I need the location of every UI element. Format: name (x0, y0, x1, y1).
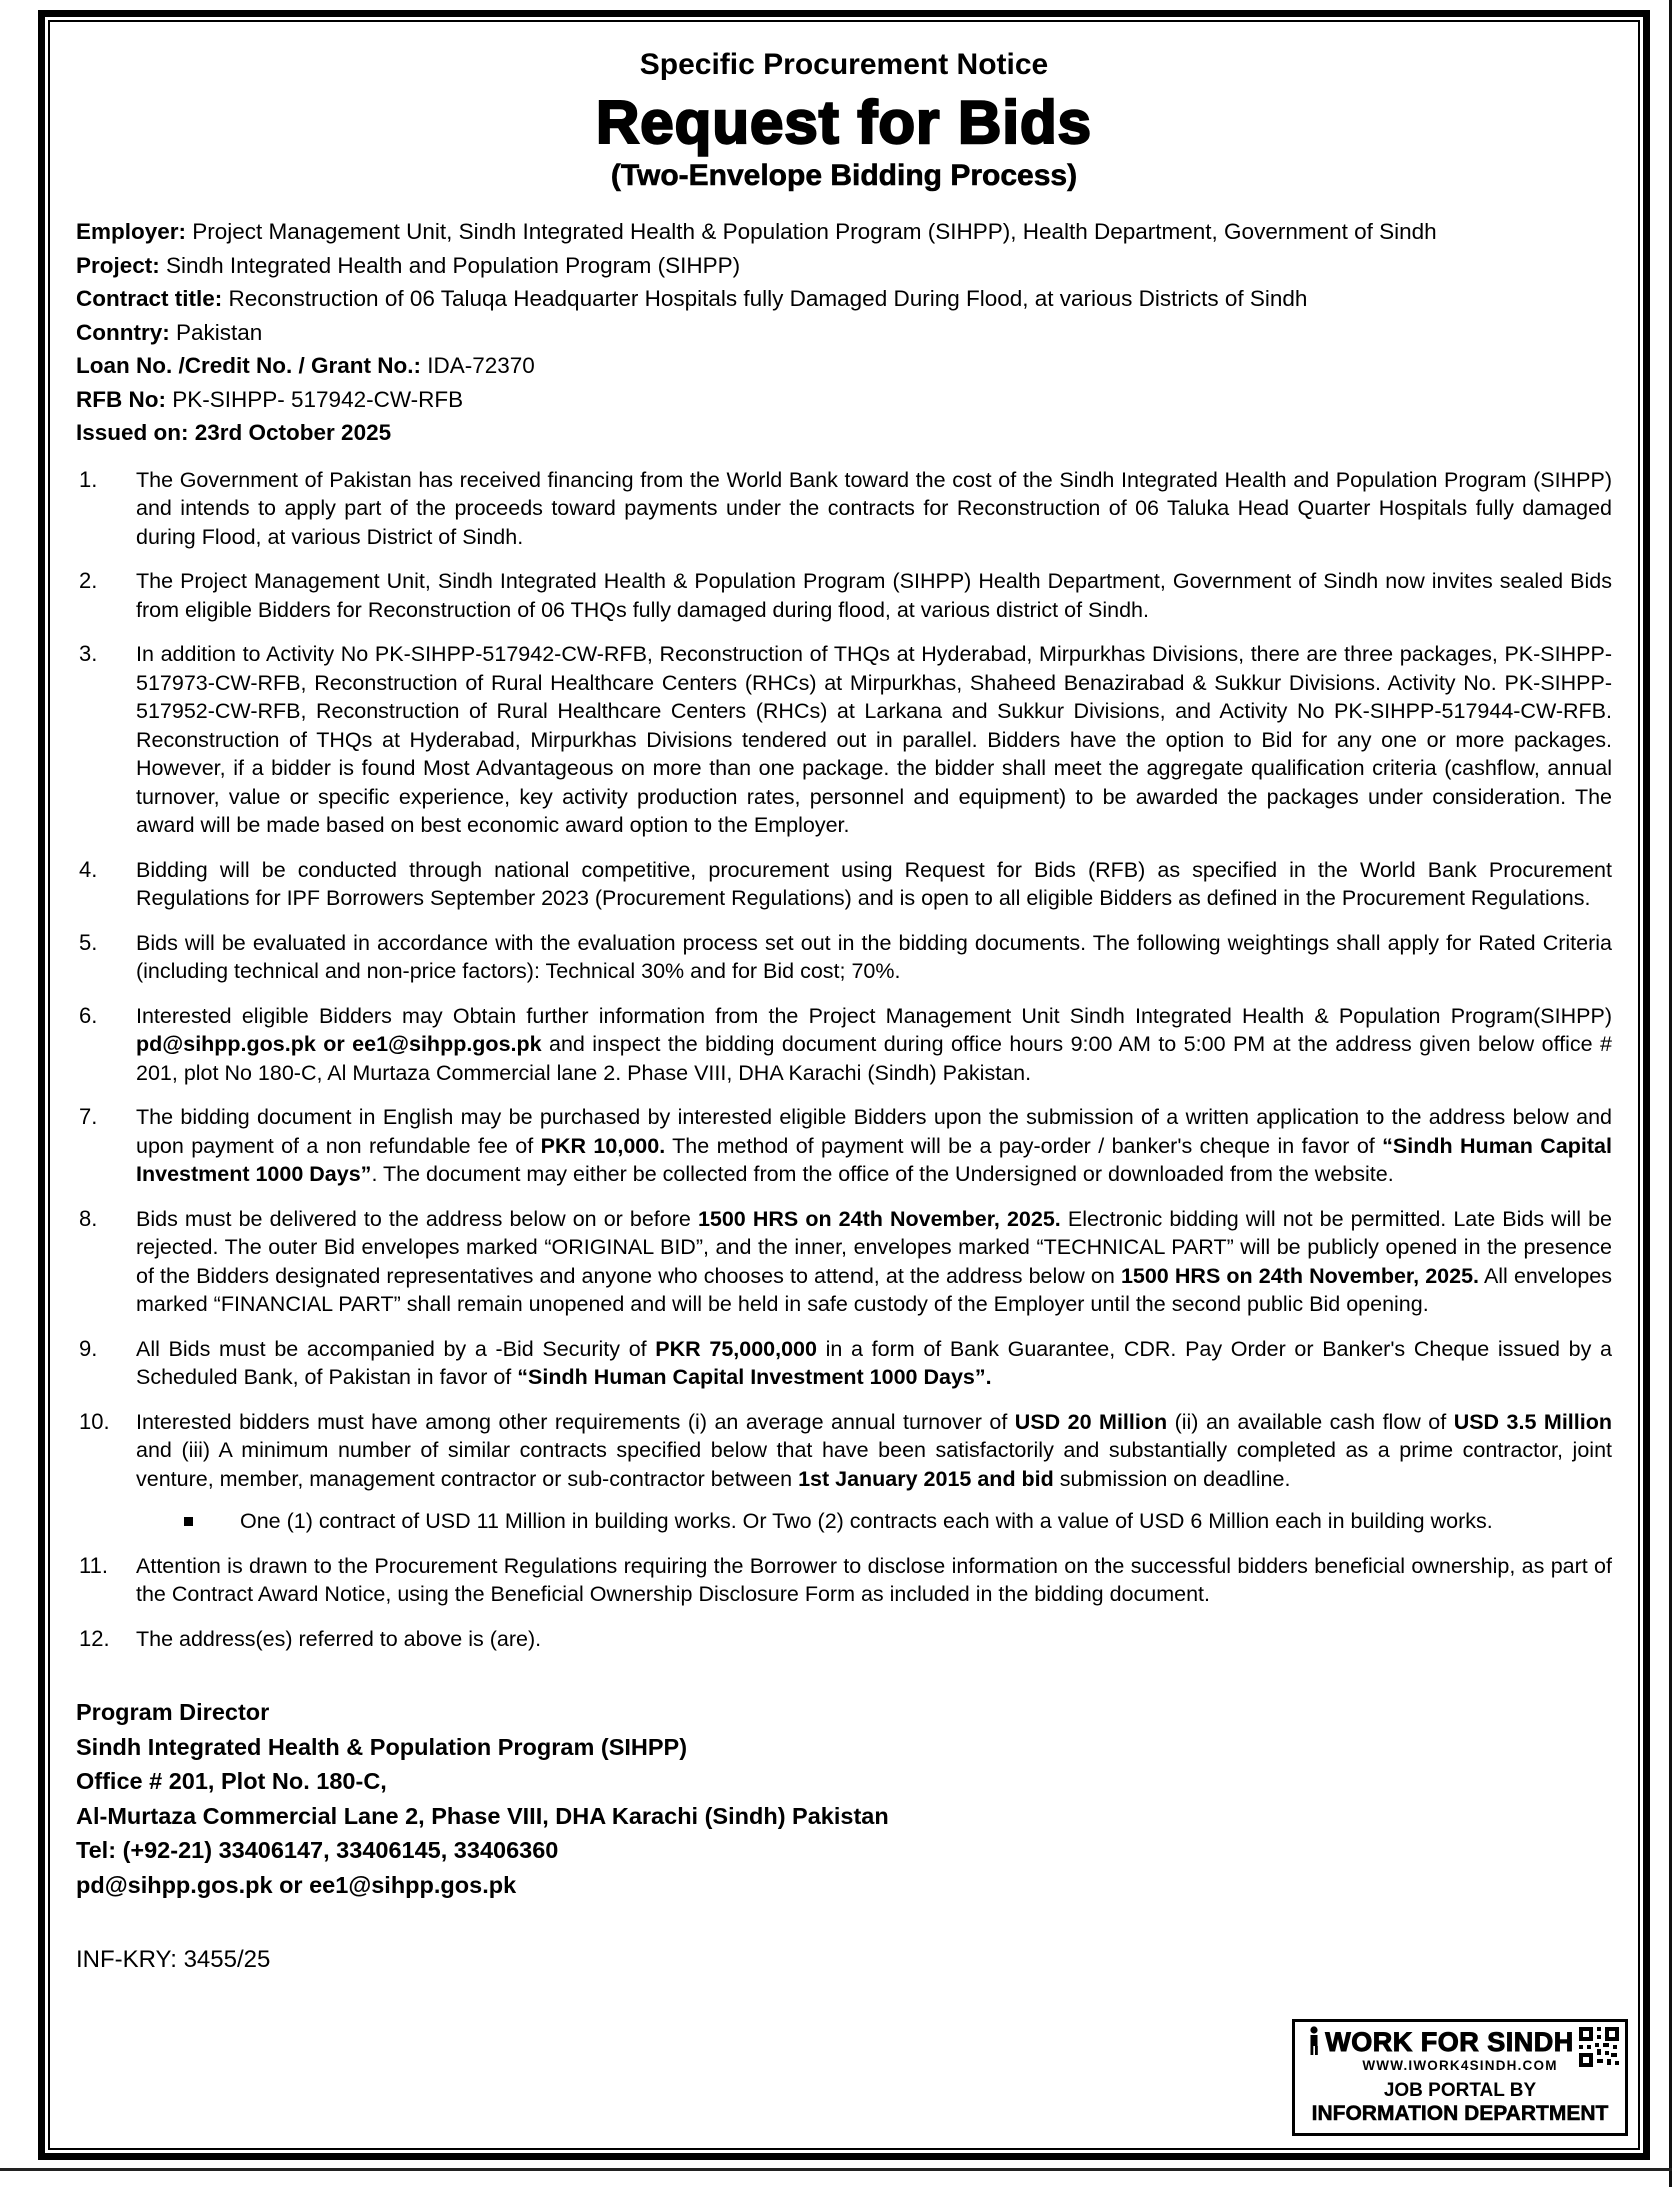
text-segment: In addition to Activity No PK-SIHPP-517942-CW-RFB, Reconstruction of THQs at Hyderabad, Mirpurkhas Divisions, there are three packages, PK-SIHPP-517973-CW-RFB, Reconstruction of Rural Healthcare Centers (RHCs) at Mirpurkhas, Shaheed Benazirabad & Sukkur Divisions. Activity No. PK-SIHPP-517952-CW-RFB, Reconstruction of Rural Healthcare Centers (RHCs) at Larkana and Sukkur Divisions, and Activity No PK-SIHPP-517944-CW-RFB. Reconstruction of THQs at Hyderabad, Mirpurkhas Divisions tendered out in parallel. Bidders have the option to Bid for any one or more packages. However, if a bidder is found Most Advantageous on more than one package. the bidder shall meet the aggregate qualification criteria (cashflow, annual turnover, value or specific experience, key activity production rates, personnel and equipment) to be awarded the packages under consideration. The award will be made based on best economic award option to the Employer. (136, 642, 1612, 837)
page-title: Request for Bids (595, 89, 1093, 156)
text-segment: All envelopes marked “FINANCIAL PART” shall remain unopened and will be held in safe custody of the Employer until the second public Bid opening. (136, 1263, 1612, 1316)
text-segment: Pakistan (169, 319, 263, 345)
bold-text-segment: PKR 75,000,000 (655, 1336, 817, 1361)
list-item-11 (76, 1552, 1612, 1609)
contact-emails: pd@sihpp.gos.pk or ee1@sihpp.gos.pk (76, 1871, 517, 1898)
notice-type: Specific Procurement Notice (639, 48, 1049, 81)
meta-line-contract-title (76, 282, 1612, 316)
text-segment: submission on deadline. (1053, 1466, 1291, 1491)
meta-line-project (76, 249, 1612, 283)
text-segment: Interested eligible Bidders may Obtain further information from the Project Management Unit Sindh Integrated Health & Population Program(SIHPP) (136, 1003, 1612, 1028)
contact-role: Program Director (76, 1699, 270, 1725)
bold-text-segment: USD 3.5 Million (1453, 1409, 1612, 1434)
text-segment: IDA-72370 (421, 353, 535, 378)
item-number: 8. (79, 1205, 98, 1231)
list-item-12 (76, 1625, 1612, 1654)
list-item-5 (76, 929, 1612, 986)
document-subtitle: (Two-Envelope Bidding Process) (610, 159, 1078, 192)
qr-code-icon (1577, 2025, 1621, 2069)
item-text (136, 856, 1612, 913)
item-text (136, 1002, 1612, 1088)
meta-line-issued-on (76, 416, 1612, 450)
contact-organization: Sindh Integrated Health & Population Program (SIHPP) (76, 1733, 688, 1760)
text-segment: Interested bidders must have among other requirements (i) an average annual turnover of (136, 1409, 1015, 1434)
badge-portal-label: JOB PORTAL BY (1383, 2080, 1537, 2101)
text-segment: Bids must be delivered to the address below on or before (136, 1206, 698, 1231)
list-item-9 (76, 1335, 1612, 1392)
item-text (136, 1552, 1612, 1609)
text-segment: The bidding document in English may be purchased by interested eligible Bidders upon the submission of a written application to the address below and upon payment of a non refundable fee of (136, 1105, 1612, 1158)
badge-title: WORK FOR SINDH (1325, 2027, 1574, 2057)
item-text (136, 1335, 1612, 1392)
bold-text-segment: RFB No: (76, 386, 166, 412)
item-text (136, 1205, 1612, 1319)
contact-block (76, 1695, 1612, 1902)
text-segment: Electronic bidding will not be permitted. Late Bids will be rejected. The outer Bid envelopes marked “ORIGINAL BID”, and the inner, envelopes marked “TECHNICAL PART” will be publicly opened in the presence of the Bidders designated representatives and anyone who chooses to attend, at the address below on (136, 1206, 1613, 1288)
bold-text-segment: USD 20 Million (1014, 1409, 1168, 1434)
contact-address: Al-Murtaza Commercial Lane 2, Phase VIII, DHA Karachi (Sindh) Pakistan (76, 1802, 889, 1829)
list-item-1 (76, 466, 1612, 552)
meta-line-country (76, 316, 1612, 350)
item-number: 10. (79, 1408, 110, 1434)
bold-text-segment: Project: (76, 252, 160, 278)
item-text (136, 1408, 1612, 1494)
item-number: 1. (79, 466, 98, 492)
reference-number: INF-KRY: 3455/25 (76, 1946, 271, 1973)
person-icon (1308, 2026, 1321, 2056)
list-item-10 (76, 1408, 1612, 1536)
list-item-2 (76, 567, 1612, 624)
item-number: 4. (79, 856, 98, 882)
item-text (136, 466, 1612, 552)
bold-text-segment: Loan No. /Credit No. / Grant No.: (76, 353, 421, 378)
meta-line-employer (76, 215, 1612, 249)
list-item-8 (76, 1205, 1612, 1319)
text-segment: The method of payment will be a pay-order / banker's cheque in favor of (665, 1133, 1383, 1158)
item-text (136, 1625, 1612, 1654)
text-segment: The Project Management Unit, Sindh Integrated Health & Population Program (SIHPP) Health Department, Government of Sindh now invites sealed Bids from eligible Bidders for Reconstruction of 06 THQs fully damaged during flood, at various district of Sindh. (136, 569, 1612, 622)
item-number: 12. (79, 1625, 110, 1651)
item-number: 6. (79, 1002, 98, 1028)
document-inner-border (48, 20, 1640, 2150)
bold-text-segment: Employer: (76, 219, 187, 244)
meta-line-rfb-no (76, 383, 1612, 417)
text-segment: The Government of Pakistan has received financing from the World Bank toward the cost of the Sindh Integrated Health and Population Program (SIHPP) and intends to apply part of the proceeds toward payments under the contracts for Reconstruction of 06 Taluka Head Quarter Hospitals fully damaged during Flood, at various District of Sindh. (136, 467, 1612, 549)
text-segment: in a form of Bank Guarantee, CDR. Pay Order or Banker's Cheque issued by a Scheduled Bank, of Pakistan in favor of (136, 1336, 1612, 1389)
scan-edge-line-bottom (0, 2168, 1672, 2171)
scan-edge-line-right (1669, 0, 1672, 2187)
text-segment: Project Management Unit, Sindh Integrated Health & Population Program (SIHPP), Health Department, Government of Sindh (186, 219, 1437, 244)
bold-text-segment: Contract title: (76, 286, 223, 311)
item-number: 11. (79, 1552, 108, 1578)
list-item-3 (76, 640, 1612, 840)
list-item-6 (76, 1002, 1612, 1088)
bold-text-segment: Conntry: (76, 319, 170, 345)
item-number: 7. (79, 1104, 98, 1129)
badge-website: WWW.IWORK4SINDH.COM (1362, 2058, 1558, 2073)
contact-telephone: Tel: (+92-21) 33406147, 33406145, 33406360 (76, 1837, 559, 1863)
item-number: 2. (79, 568, 98, 593)
text-segment: Reconstruction of 06 Taluqa Headquarter Hospitals fully Damaged During Flood, at various Districts of Sindh (222, 286, 1308, 311)
bold-text-segment: 1500 HRS on 24th November, 2025. (697, 1206, 1061, 1231)
bold-text-segment: PKR 10,000. (540, 1133, 666, 1158)
bold-text-segment: 1st January 2015 and bid (798, 1466, 1054, 1491)
bold-text-segment: pd@sihpp.gos.pk or ee1@sihpp.gos.pk (136, 1032, 542, 1056)
list-item-7 (76, 1103, 1612, 1189)
bullet-item (184, 1507, 1612, 1536)
text-segment: Sindh Integrated Health and Population Program (SIHPP) (159, 252, 741, 278)
bold-text-segment: “Sindh Human Capital Investment 1000 Days” (136, 1133, 1612, 1186)
item-column (136, 1408, 1612, 1536)
text-segment: The address(es) referred to above is (are). (136, 1626, 542, 1651)
item-text (136, 640, 1612, 840)
text-segment: and (iii) A minimum number of similar contracts specified below that have been satisfactorily and substantially completed as a prime contractor, joint venture, member, management contractor or sub-contractor between (136, 1438, 1612, 1491)
document-header (76, 48, 1612, 193)
meta-block (76, 215, 1612, 450)
text-segment: and inspect the bidding document during office hours 9:00 AM to 5:00 PM at the address given below office # 201, plot No 180-C, Al Murtaza Commercial lane 2. Phase VIII, DHA Karachi (Sindh) Pakistan. (136, 1032, 1612, 1085)
contact-office: Office # 201, Plot No. 180-C, (76, 1768, 387, 1794)
item-text (136, 929, 1612, 986)
text-segment: PK-SIHPP- 517942-CW-RFB (165, 386, 464, 412)
numbered-list (76, 466, 1612, 1654)
document-border (38, 10, 1650, 2160)
badge-top-row (1301, 2027, 1619, 2058)
bold-text-segment: “Sindh Human Capital Investment 1000 Days”. (517, 1365, 992, 1389)
document-content (52, 24, 1636, 2146)
bullet-square-icon (184, 1517, 193, 1526)
text-segment: One (1) contract of USD 11 Million in building works. Or Two (2) contracts each with a value of USD 6 Million each in building works. (240, 1509, 1493, 1533)
text-segment: . The document may either be collected from the office of the Undersigned or downloaded from the website. (371, 1162, 1394, 1186)
item-number: 9. (79, 1335, 98, 1361)
bold-text-segment: Issued on: 23rd October 2025 (76, 420, 392, 445)
meta-line-loan-no (76, 349, 1612, 383)
text-segment: Bids will be evaluated in accordance with the evaluation process set out in the bidding documents. The following weightings shall apply for Rated Criteria (including technical and non-price factors): Technical 30% and for Bid cost; 70%. (136, 930, 1612, 983)
item-number: 5. (79, 929, 98, 955)
bold-text-segment: 1500 HRS on 24th November, 2025. (1120, 1263, 1479, 1288)
text-segment: Bidding will be conducted through national competitive, procurement using Request for Bids (RFB) as specified in the World Bank Procurement Regulations for IPF Borrowers September 2023 (Procurement Regulations) and is open to all eligible Bidders as defined in the Procurement Regulations. (136, 857, 1612, 910)
item-number: 3. (79, 641, 98, 666)
work-for-sindh-badge (1292, 2019, 1628, 2136)
list-item-4 (76, 856, 1612, 913)
bullet-text (240, 1507, 1612, 1536)
text-segment: (ii) an available cash flow of (1167, 1409, 1454, 1434)
text-segment: Attention is drawn to the Procurement Regulations requiring the Borrower to disclose information on the successful bidders beneficial ownership, as part of the Contract Award Notice, using the Beneficial Ownership Disclosure Form as included in the bidding document. (136, 1553, 1612, 1606)
item-text (136, 1103, 1612, 1189)
text-segment: All Bids must be accompanied by a -Bid Security of (136, 1336, 656, 1361)
badge-department-label: INFORMATION DEPARTMENT (1311, 2102, 1609, 2125)
item-text (136, 567, 1612, 624)
